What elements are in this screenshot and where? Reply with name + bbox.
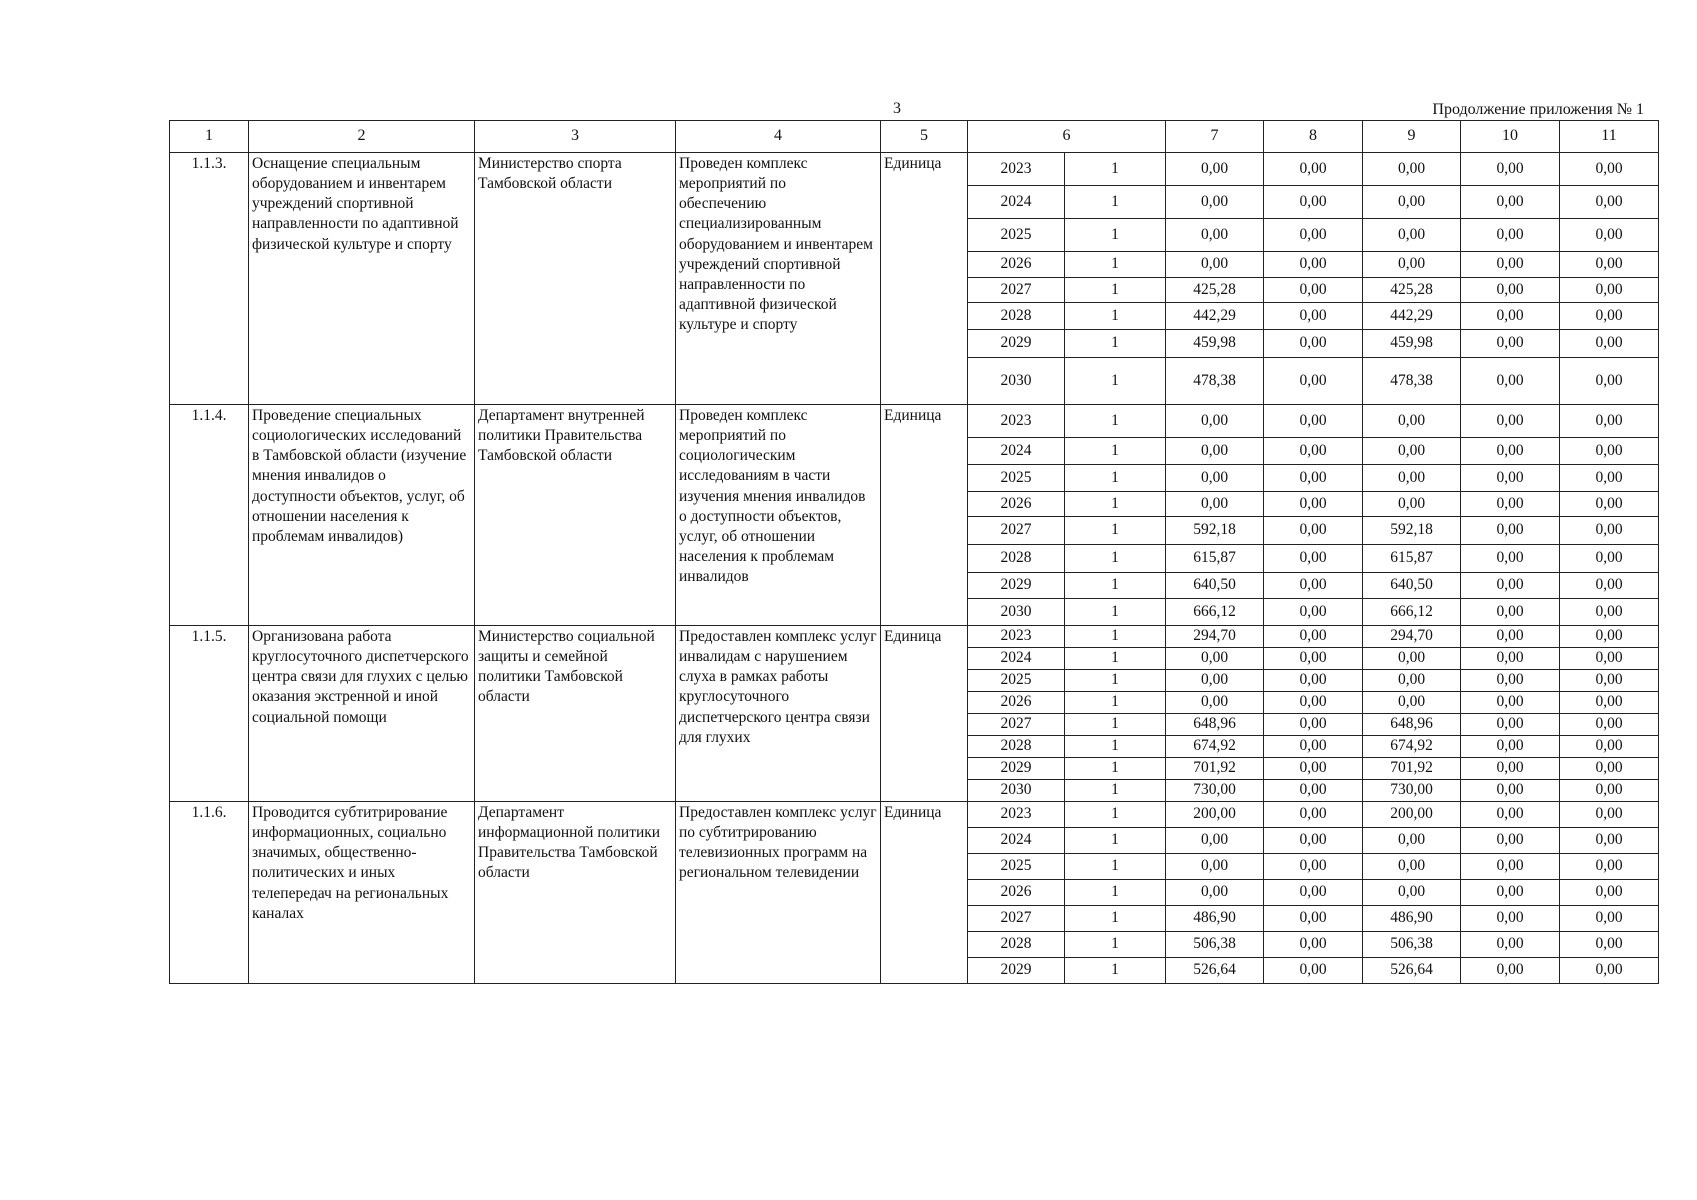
total-cell: 0,00 (1166, 252, 1264, 278)
year-cell: 2023 (968, 626, 1065, 648)
year-cell: 2027 (968, 278, 1065, 303)
other-cell: 0,00 (1560, 278, 1659, 303)
item-responsible: Департамент информационной политики Правительства Тамбовской области (475, 802, 676, 984)
year-cell: 2026 (968, 252, 1065, 278)
federal-cell: 0,00 (1264, 492, 1363, 517)
regional-cell: 0,00 (1363, 438, 1461, 465)
regional-cell: 0,00 (1363, 465, 1461, 492)
item-name: Проведение специальных социологических исследований в Тамбовской области (изучение мнения инвалидов о доступности объектов, услуг, об отношении населения к проблемам инвалидов) (249, 405, 475, 626)
quantity-cell: 1 (1065, 758, 1166, 780)
other-cell: 0,00 (1560, 545, 1659, 573)
year-cell: 2024 (968, 186, 1065, 219)
local-cell: 0,00 (1461, 492, 1560, 517)
year-cell: 2028 (968, 303, 1065, 330)
total-cell: 701,92 (1166, 758, 1264, 780)
other-cell: 0,00 (1560, 153, 1659, 186)
total-cell: 648,96 (1166, 714, 1264, 736)
total-cell: 730,00 (1166, 780, 1264, 802)
year-cell: 2024 (968, 438, 1065, 465)
item-unit: Единица (881, 802, 968, 984)
quantity-cell: 1 (1065, 438, 1166, 465)
quantity-cell: 1 (1065, 880, 1166, 906)
regional-cell: 442,29 (1363, 303, 1461, 330)
item-name: Оснащение специальным оборудованием и инвентарем учреждений спортивной направленности по адаптивной физической культуре и спорту (249, 153, 475, 405)
quantity-cell: 1 (1065, 736, 1166, 758)
local-cell: 0,00 (1461, 828, 1560, 854)
total-cell: 0,00 (1166, 219, 1264, 252)
item-index: 1.1.5. (170, 626, 249, 802)
regional-cell: 425,28 (1363, 278, 1461, 303)
other-cell: 0,00 (1560, 186, 1659, 219)
federal-cell: 0,00 (1264, 599, 1363, 626)
other-cell: 0,00 (1560, 438, 1659, 465)
federal-cell: 0,00 (1264, 438, 1363, 465)
federal-cell: 0,00 (1264, 465, 1363, 492)
federal-cell: 0,00 (1264, 802, 1363, 828)
other-cell: 0,00 (1560, 780, 1659, 802)
header-cell: 7 (1166, 121, 1264, 153)
regional-cell: 200,00 (1363, 802, 1461, 828)
quantity-cell: 1 (1065, 517, 1166, 545)
year-cell: 2030 (968, 358, 1065, 405)
quantity-cell: 1 (1065, 278, 1166, 303)
quantity-cell: 1 (1065, 780, 1166, 802)
total-cell: 478,38 (1166, 358, 1264, 405)
quantity-cell: 1 (1065, 573, 1166, 599)
local-cell: 0,00 (1461, 278, 1560, 303)
year-cell: 2029 (968, 330, 1065, 358)
quantity-cell: 1 (1065, 330, 1166, 358)
federal-cell: 0,00 (1264, 648, 1363, 670)
table-row (170, 153, 1659, 186)
federal-cell: 0,00 (1264, 405, 1363, 438)
total-cell: 674,92 (1166, 736, 1264, 758)
year-cell: 2027 (968, 714, 1065, 736)
federal-cell: 0,00 (1264, 854, 1363, 880)
item-name: Организована работа круглосуточного диспетчерского центра связи для глухих с целью оказания экстренной и иной социальной помощи (249, 626, 475, 802)
item-result: Предоставлен комплекс услуг по субтитрированию телевизионных программ на региональном телевидении (676, 802, 881, 984)
page-number: 3 (893, 100, 901, 117)
other-cell: 0,00 (1560, 626, 1659, 648)
year-cell: 2029 (968, 573, 1065, 599)
year-cell: 2027 (968, 517, 1065, 545)
quantity-cell: 1 (1065, 854, 1166, 880)
local-cell: 0,00 (1461, 153, 1560, 186)
local-cell: 0,00 (1461, 573, 1560, 599)
year-cell: 2026 (968, 692, 1065, 714)
federal-cell: 0,00 (1264, 626, 1363, 648)
local-cell: 0,00 (1461, 186, 1560, 219)
total-cell: 0,00 (1166, 153, 1264, 186)
header-cell: 9 (1363, 121, 1461, 153)
year-cell: 2030 (968, 599, 1065, 626)
regional-cell: 0,00 (1363, 854, 1461, 880)
other-cell: 0,00 (1560, 330, 1659, 358)
local-cell: 0,00 (1461, 714, 1560, 736)
year-cell: 2029 (968, 758, 1065, 780)
year-cell: 2023 (968, 802, 1065, 828)
total-cell: 200,00 (1166, 802, 1264, 828)
regional-cell: 0,00 (1363, 880, 1461, 906)
quantity-cell: 1 (1065, 599, 1166, 626)
federal-cell: 0,00 (1264, 545, 1363, 573)
regional-cell: 0,00 (1363, 219, 1461, 252)
header-cell: 8 (1264, 121, 1363, 153)
total-cell: 615,87 (1166, 545, 1264, 573)
federal-cell: 0,00 (1264, 958, 1363, 984)
federal-cell: 0,00 (1264, 278, 1363, 303)
other-cell: 0,00 (1560, 692, 1659, 714)
quantity-cell: 1 (1065, 670, 1166, 692)
regional-cell: 674,92 (1363, 736, 1461, 758)
federal-cell: 0,00 (1264, 252, 1363, 278)
total-cell: 0,00 (1166, 465, 1264, 492)
header-cell: 11 (1560, 121, 1659, 153)
regional-cell: 526,64 (1363, 958, 1461, 984)
year-cell: 2025 (968, 219, 1065, 252)
item-name: Проводится субтитрирование информационных, социально значимых, общественно-политических и иных телепередач на региональных каналах (249, 802, 475, 984)
item-index: 1.1.6. (170, 802, 249, 984)
federal-cell: 0,00 (1264, 153, 1363, 186)
quantity-cell: 1 (1065, 802, 1166, 828)
federal-cell: 0,00 (1264, 736, 1363, 758)
header-cell: 6 (968, 121, 1166, 153)
total-cell: 0,00 (1166, 670, 1264, 692)
other-cell: 0,00 (1560, 573, 1659, 599)
federal-cell: 0,00 (1264, 517, 1363, 545)
quantity-cell: 1 (1065, 465, 1166, 492)
local-cell: 0,00 (1461, 692, 1560, 714)
header-cell: 5 (881, 121, 968, 153)
regional-cell: 615,87 (1363, 545, 1461, 573)
item-unit: Единица (881, 153, 968, 405)
regional-cell: 0,00 (1363, 828, 1461, 854)
regional-cell: 486,90 (1363, 906, 1461, 932)
other-cell: 0,00 (1560, 802, 1659, 828)
item-result: Проведен комплекс мероприятий по обеспечению специализированным оборудованием и инвентарем учреждений спортивной направленности по адаптивной физической культуре и спорту (676, 153, 881, 405)
federal-cell: 0,00 (1264, 780, 1363, 802)
other-cell: 0,00 (1560, 648, 1659, 670)
local-cell: 0,00 (1461, 358, 1560, 405)
total-cell: 459,98 (1166, 330, 1264, 358)
table-row (170, 405, 1659, 438)
quantity-cell: 1 (1065, 906, 1166, 932)
total-cell: 0,00 (1166, 405, 1264, 438)
federal-cell: 0,00 (1264, 358, 1363, 405)
federal-cell: 0,00 (1264, 828, 1363, 854)
local-cell: 0,00 (1461, 758, 1560, 780)
year-cell: 2024 (968, 828, 1065, 854)
quantity-cell: 1 (1065, 219, 1166, 252)
federal-cell: 0,00 (1264, 573, 1363, 599)
quantity-cell: 1 (1065, 492, 1166, 517)
year-cell: 2026 (968, 492, 1065, 517)
total-cell: 0,00 (1166, 854, 1264, 880)
local-cell: 0,00 (1461, 219, 1560, 252)
other-cell: 0,00 (1560, 219, 1659, 252)
federal-cell: 0,00 (1264, 932, 1363, 958)
year-cell: 2028 (968, 545, 1065, 573)
local-cell: 0,00 (1461, 252, 1560, 278)
quantity-cell: 1 (1065, 626, 1166, 648)
item-index: 1.1.4. (170, 405, 249, 626)
year-cell: 2026 (968, 880, 1065, 906)
other-cell: 0,00 (1560, 599, 1659, 626)
quantity-cell: 1 (1065, 252, 1166, 278)
local-cell: 0,00 (1461, 906, 1560, 932)
other-cell: 0,00 (1560, 958, 1659, 984)
item-index: 1.1.3. (170, 153, 249, 405)
item-unit: Единица (881, 405, 968, 626)
year-cell: 2023 (968, 405, 1065, 438)
quantity-cell: 1 (1065, 303, 1166, 330)
quantity-cell: 1 (1065, 828, 1166, 854)
total-cell: 442,29 (1166, 303, 1264, 330)
local-cell: 0,00 (1461, 465, 1560, 492)
quantity-cell: 1 (1065, 932, 1166, 958)
year-cell: 2024 (968, 648, 1065, 670)
local-cell: 0,00 (1461, 599, 1560, 626)
total-cell: 640,50 (1166, 573, 1264, 599)
other-cell: 0,00 (1560, 303, 1659, 330)
quantity-cell: 1 (1065, 714, 1166, 736)
quantity-cell: 1 (1065, 358, 1166, 405)
quantity-cell: 1 (1065, 692, 1166, 714)
total-cell: 425,28 (1166, 278, 1264, 303)
continuation-caption: Продолжение приложения № 1 (1432, 101, 1644, 118)
total-cell: 0,00 (1166, 438, 1264, 465)
header-cell: 1 (170, 121, 249, 153)
other-cell: 0,00 (1560, 670, 1659, 692)
year-cell: 2028 (968, 932, 1065, 958)
regional-cell: 648,96 (1363, 714, 1461, 736)
program-table (169, 120, 1659, 984)
local-cell: 0,00 (1461, 932, 1560, 958)
total-cell: 0,00 (1166, 186, 1264, 219)
year-cell: 2029 (968, 958, 1065, 984)
year-cell: 2023 (968, 153, 1065, 186)
federal-cell: 0,00 (1264, 330, 1363, 358)
total-cell: 0,00 (1166, 492, 1264, 517)
local-cell: 0,00 (1461, 958, 1560, 984)
local-cell: 0,00 (1461, 545, 1560, 573)
header-cell: 4 (676, 121, 881, 153)
other-cell: 0,00 (1560, 880, 1659, 906)
year-cell: 2030 (968, 780, 1065, 802)
other-cell: 0,00 (1560, 932, 1659, 958)
regional-cell: 0,00 (1363, 186, 1461, 219)
header-cell: 10 (1461, 121, 1560, 153)
local-cell: 0,00 (1461, 736, 1560, 758)
total-cell: 0,00 (1166, 880, 1264, 906)
header-row (170, 121, 1659, 153)
total-cell: 0,00 (1166, 828, 1264, 854)
table-row (170, 802, 1659, 828)
regional-cell: 478,38 (1363, 358, 1461, 405)
year-cell: 2028 (968, 736, 1065, 758)
federal-cell: 0,00 (1264, 758, 1363, 780)
federal-cell: 0,00 (1264, 670, 1363, 692)
regional-cell: 506,38 (1363, 932, 1461, 958)
item-result: Проведен комплекс мероприятий по социологическим исследованиям в части изучения мнения инвалидов о доступности объектов, услуг, об отношении населения к проблемам инвалидов (676, 405, 881, 626)
regional-cell: 0,00 (1363, 153, 1461, 186)
total-cell: 526,64 (1166, 958, 1264, 984)
other-cell: 0,00 (1560, 854, 1659, 880)
total-cell: 294,70 (1166, 626, 1264, 648)
local-cell: 0,00 (1461, 648, 1560, 670)
regional-cell: 0,00 (1363, 692, 1461, 714)
quantity-cell: 1 (1065, 405, 1166, 438)
total-cell: 0,00 (1166, 692, 1264, 714)
other-cell: 0,00 (1560, 252, 1659, 278)
regional-cell: 0,00 (1363, 492, 1461, 517)
other-cell: 0,00 (1560, 828, 1659, 854)
year-cell: 2025 (968, 854, 1065, 880)
item-responsible: Министерство социальной защиты и семейной политики Тамбовской области (475, 626, 676, 802)
federal-cell: 0,00 (1264, 219, 1363, 252)
item-unit: Единица (881, 626, 968, 802)
other-cell: 0,00 (1560, 517, 1659, 545)
other-cell: 0,00 (1560, 736, 1659, 758)
year-cell: 2025 (968, 465, 1065, 492)
regional-cell: 0,00 (1363, 405, 1461, 438)
local-cell: 0,00 (1461, 330, 1560, 358)
quantity-cell: 1 (1065, 958, 1166, 984)
federal-cell: 0,00 (1264, 714, 1363, 736)
header-cell: 2 (249, 121, 475, 153)
other-cell: 0,00 (1560, 492, 1659, 517)
federal-cell: 0,00 (1264, 880, 1363, 906)
total-cell: 666,12 (1166, 599, 1264, 626)
federal-cell: 0,00 (1264, 186, 1363, 219)
local-cell: 0,00 (1461, 626, 1560, 648)
other-cell: 0,00 (1560, 465, 1659, 492)
quantity-cell: 1 (1065, 186, 1166, 219)
other-cell: 0,00 (1560, 714, 1659, 736)
local-cell: 0,00 (1461, 405, 1560, 438)
local-cell: 0,00 (1461, 854, 1560, 880)
item-responsible: Департамент внутренней политики Правительства Тамбовской области (475, 405, 676, 626)
federal-cell: 0,00 (1264, 303, 1363, 330)
total-cell: 506,38 (1166, 932, 1264, 958)
federal-cell: 0,00 (1264, 906, 1363, 932)
item-result: Предоставлен комплекс услуг инвалидам с нарушением слуха в рамках работы круглосуточного диспетчерского центра связи для глухих (676, 626, 881, 802)
local-cell: 0,00 (1461, 670, 1560, 692)
other-cell: 0,00 (1560, 758, 1659, 780)
local-cell: 0,00 (1461, 780, 1560, 802)
regional-cell: 640,50 (1363, 573, 1461, 599)
regional-cell: 592,18 (1363, 517, 1461, 545)
year-cell: 2025 (968, 670, 1065, 692)
regional-cell: 0,00 (1363, 252, 1461, 278)
local-cell: 0,00 (1461, 880, 1560, 906)
other-cell: 0,00 (1560, 906, 1659, 932)
local-cell: 0,00 (1461, 303, 1560, 330)
federal-cell: 0,00 (1264, 692, 1363, 714)
other-cell: 0,00 (1560, 405, 1659, 438)
year-cell: 2027 (968, 906, 1065, 932)
regional-cell: 0,00 (1363, 648, 1461, 670)
regional-cell: 701,92 (1363, 758, 1461, 780)
header-cell: 3 (475, 121, 676, 153)
regional-cell: 0,00 (1363, 670, 1461, 692)
local-cell: 0,00 (1461, 802, 1560, 828)
regional-cell: 294,70 (1363, 626, 1461, 648)
regional-cell: 730,00 (1363, 780, 1461, 802)
local-cell: 0,00 (1461, 438, 1560, 465)
regional-cell: 459,98 (1363, 330, 1461, 358)
quantity-cell: 1 (1065, 153, 1166, 186)
table-row (170, 626, 1659, 648)
item-responsible: Министерство спорта Тамбовской области (475, 153, 676, 405)
total-cell: 486,90 (1166, 906, 1264, 932)
total-cell: 0,00 (1166, 648, 1264, 670)
other-cell: 0,00 (1560, 358, 1659, 405)
quantity-cell: 1 (1065, 648, 1166, 670)
local-cell: 0,00 (1461, 517, 1560, 545)
total-cell: 592,18 (1166, 517, 1264, 545)
regional-cell: 666,12 (1363, 599, 1461, 626)
quantity-cell: 1 (1065, 545, 1166, 573)
